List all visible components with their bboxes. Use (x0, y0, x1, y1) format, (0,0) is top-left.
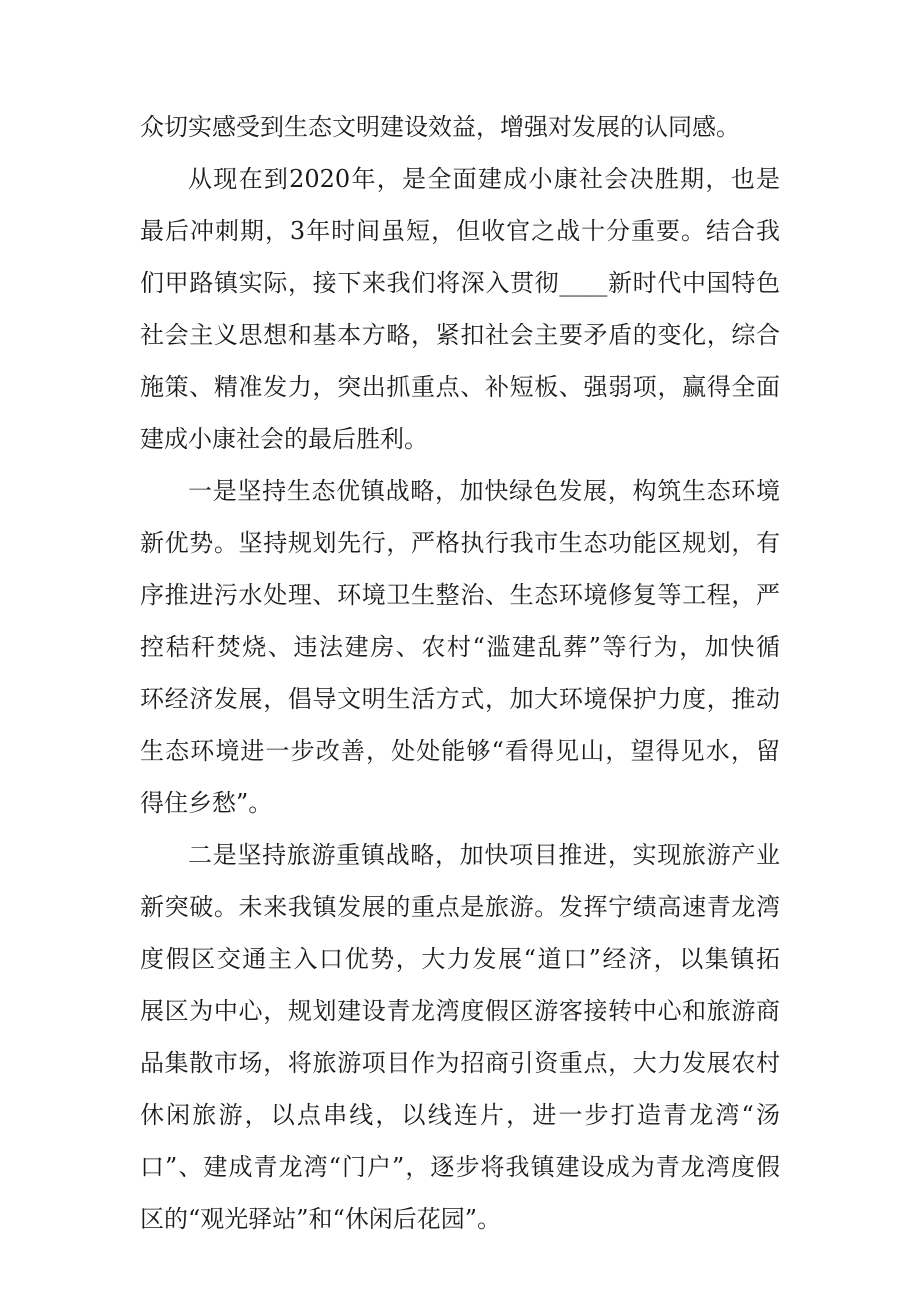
text-line: 控秸秆焚烧、违法建房、农村“滥建乱葬”等行为，加快循 (140, 633, 780, 661)
text-line: 社会主义思想和基本方略，紧扣社会主要矛盾的变化，综合 (140, 321, 780, 349)
text-line: 休闲旅游，以点串线，以线连片，进一步打造青龙湾“汤 (140, 1101, 780, 1129)
text-line: 新突破。未来我镇发展的重点是旅游。发挥宁绩高速青龙湾 (140, 893, 780, 921)
text-line: 度假区交通主入口优势，大力发展“道口”经济，以集镇拓 (140, 945, 780, 973)
text-line: 得住乡愁”。 (140, 789, 273, 817)
text-line: 新优势。坚持规划先行，严格执行我市生态功能区规划，有 (140, 529, 780, 557)
text-line: 们甲路镇实际，接下来我们将深入贯彻____新时代中国特色 (140, 269, 780, 297)
text-line: 众切实感受到生态文明建设效益，增强对发展的认同感。 (140, 113, 740, 141)
text-line: 建成小康社会的最后胜利。 (140, 425, 428, 453)
text-line: 施策、精准发力，突出抓重点、补短板、强弱项，赢得全面 (140, 373, 780, 401)
text-line: 一是坚持生态优镇战略，加快绿色发展，构筑生态环境 (188, 477, 780, 505)
text-line: 展区为中心，规划建设青龙湾度假区游客接转中心和旅游商 (140, 997, 780, 1025)
text-line: 生态环境进一步改善，处处能够“看得见山，望得见水，留 (140, 737, 780, 765)
text-line: 品集散市场，将旅游项目作为招商引资重点，大力发展农村 (140, 1049, 780, 1077)
text-line: 口”、建成青龙湾“门户”，逐步将我镇建设成为青龙湾度假 (140, 1153, 780, 1181)
text-line: 从现在到2020年，是全面建成小康社会决胜期，也是 (188, 165, 780, 193)
text-line: 最后冲刺期，3年时间虽短，但收官之战十分重要。结合我 (140, 217, 780, 245)
text-line: 序推进污水处理、环境卫生整治、生态环境修复等工程，严 (140, 581, 780, 609)
text-line: 环经济发展，倡导文明生活方式，加大环境保护力度，推动 (140, 685, 780, 713)
text-line: 二是坚持旅游重镇战略，加快项目推进，实现旅游产业 (188, 841, 780, 869)
text-line: 区的“观光驿站”和“休闲后花园”。 (140, 1205, 502, 1233)
